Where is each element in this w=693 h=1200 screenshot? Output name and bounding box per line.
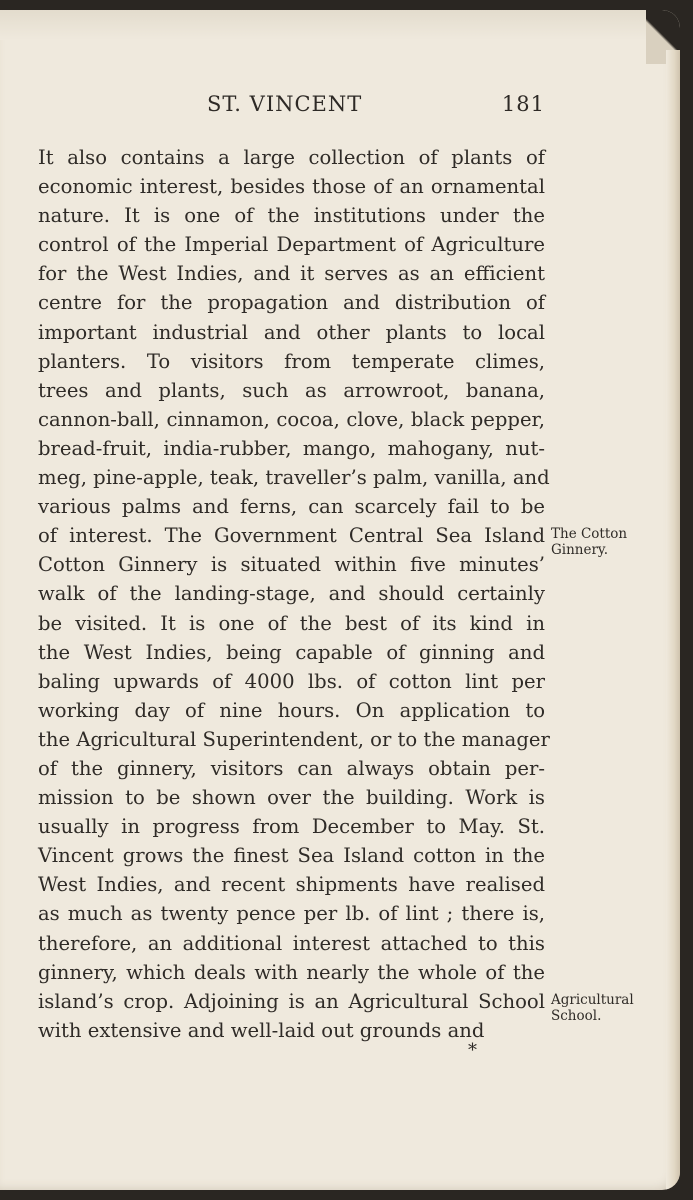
margin-note-line: School. (551, 1008, 602, 1024)
text-line: of the ginnery, visitors can always obtain per- (38, 756, 545, 780)
text-line: therefore, an additional interest attached to this (38, 931, 545, 955)
text-line: usually in progress from December to May. St. (38, 815, 545, 839)
text-line: ginnery, which deals with nearly the whole of the (38, 960, 545, 984)
text-line: important industrial and other plants to local (38, 320, 545, 344)
margin-note-agricultural-school (551, 992, 634, 1024)
text-line: cannon-ball, cinnamon, cocoa, clove, black pepper, (38, 407, 545, 431)
text-line: the Agricultural Superintendent, or to the manager (38, 727, 550, 751)
text-line: centre for the propagation and distribution of (38, 291, 545, 315)
signature-mark: * (468, 1040, 477, 1061)
text-line: planters. To visitors from temperate climes, (38, 349, 545, 373)
text-line: trees and plants, such as arrowroot, banana, (38, 378, 545, 402)
text-line: island’s crop. Adjoining is an Agricultural School (38, 989, 545, 1013)
page-number: 181 (501, 92, 545, 116)
text-line: as much as twenty pence per lb. of lint ; there is, (38, 902, 545, 926)
text-line: nature. It is one of the institutions under the (38, 204, 545, 228)
text-line: control of the Imperial Department of Agriculture (38, 233, 545, 257)
body-text (38, 143, 550, 1045)
running-title: ST. VINCENT (207, 92, 363, 116)
text-line: Cotton Ginnery is situated within five minutes’ (38, 553, 545, 577)
page-edge (666, 50, 680, 1190)
text-line: mission to be shown over the building. Work is (38, 786, 545, 810)
text-line: of interest. The Government Central Sea Island (38, 524, 545, 548)
text-line: be visited. It is one of the best of its kind in (38, 611, 545, 635)
text-line: It also contains a large collection of plants of (38, 146, 545, 169)
book-page (0, 10, 680, 1190)
text-line: West Indies, and recent shipments have realised (38, 873, 545, 897)
margin-note-line: Ginnery. (551, 542, 609, 558)
margin-note-line: Agricultural (551, 992, 634, 1008)
text-line: with extensive and well-laid out grounds and (38, 1018, 485, 1042)
text-line: Vincent grows the finest Sea Island cotton in the (38, 844, 545, 868)
text-line: meg, pine-apple, teak, traveller’s palm, vanilla, and (38, 466, 550, 490)
text-line: various palms and ferns, can scarcely fail to be (38, 495, 545, 519)
text-line: bread-fruit, india-rubber, mango, mahogany, nut- (38, 436, 545, 460)
text-line: baling upwards of 4000 lbs. of cotton lint per (38, 669, 545, 693)
text-line: working day of nine hours. On application to (38, 698, 545, 722)
text-line: walk of the landing-stage, and should certainly (38, 582, 545, 606)
text-line: economic interest, besides those of an ornamental (38, 175, 545, 199)
text-line: the West Indies, being capable of ginning and (38, 640, 545, 664)
text-line: for the West Indies, and it serves as an efficient (38, 262, 545, 286)
running-header (40, 92, 545, 122)
margin-note-cotton-ginnery (551, 526, 627, 558)
margin-note-line: The Cotton (551, 526, 628, 542)
